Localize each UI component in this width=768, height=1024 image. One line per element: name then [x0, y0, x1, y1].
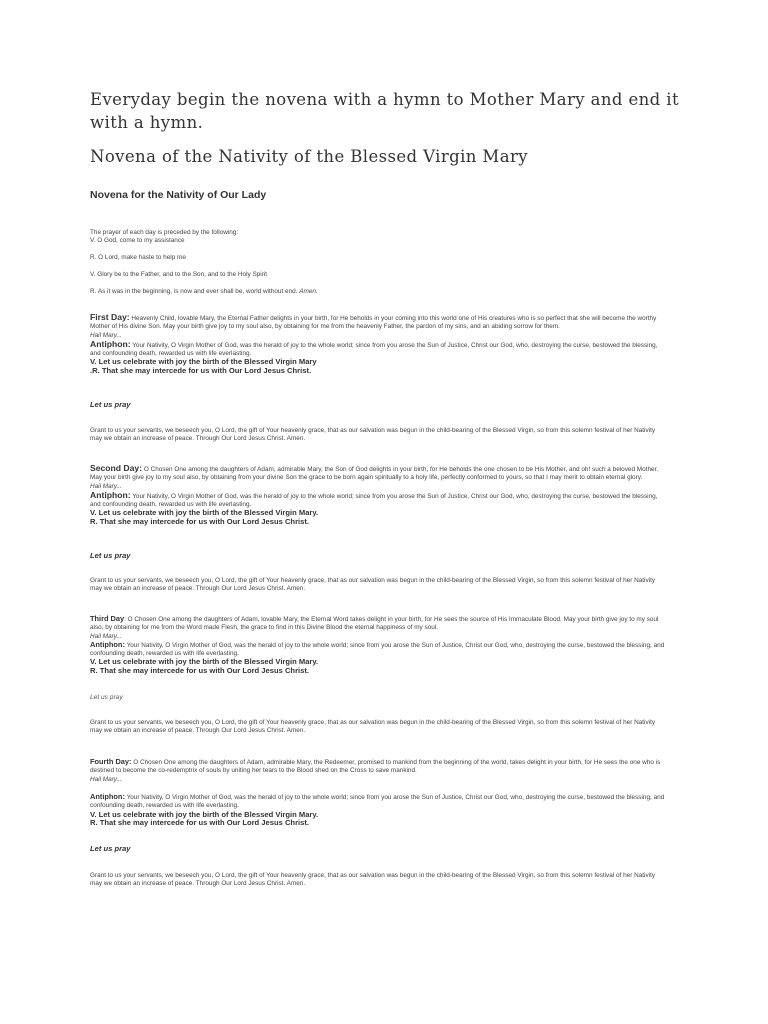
intro-amen: Amen.: [299, 288, 318, 295]
antiphon-colon: :: [122, 792, 125, 801]
antiphon-label: Antiphon: [90, 792, 123, 801]
day-2-text: O Chosen One among the daughters of Adam, admirable Mary, the Son of God delights in your birth, for He beholds the one chosen to be His Mother, and oh! such a beloved Mother. May your birth give joy to my soul also, by obtaining from your divine Son the grace to be born again spiritually to a holy life, perfectly conformed to yours, so that I may merit to obtain eternal glory.: [90, 466, 659, 482]
day-4-antiphon-block: [90, 793, 665, 828]
antiphon-text: Your Nativity, O Virgin Mother of God, was the herald of joy to the whole world; since from you arose the Sun of Justice, Christ our God, who, destroying the curse, bestowed the blessing, and confounding death, rewarded us with life everlasting.: [90, 794, 665, 810]
versicle: V. Let us celebrate with joy the birth of the Blessed Virgin Mary.: [90, 809, 319, 819]
response: R. That she may intercede for us with Our Lord Jesus Christ.: [90, 666, 309, 676]
intro-response-1: [90, 254, 665, 262]
antiphon-text: Your Nativity, O Virgin Mother of God, was the herald of joy to the whole world; since from you arose the Sun of Justice, Christ our God, who, destroying the curse, bestowed the blessing, and confounding death, rewarded us with life everlasting.: [90, 341, 658, 358]
novena-title: Novena of the Nativity of the Blessed Virgin Mary: [90, 147, 528, 166]
let-us-pray: Let us pray: [90, 551, 131, 560]
grant-prayer: [90, 719, 665, 736]
versicle: V. Let us celebrate with joy the birth of the Blessed Virgin Mary.: [90, 508, 319, 518]
hail-mary: Hail Mary...: [90, 482, 122, 490]
antiphon-label: Antiphon: [90, 639, 123, 649]
response: .R. That she may intercede for us with Our Lord Jesus Christ.: [90, 366, 312, 376]
hail-mary: Hail Mary...: [90, 331, 122, 339]
intro-versicle-2-text: V. Glory be to the Father, and to the Son, and to the Holy Spirit: [90, 271, 268, 278]
response: R. That she may intercede for us with Our Lord Jesus Christ.: [90, 517, 309, 527]
intro-versicle-2: [90, 271, 665, 279]
grant-prayer: [90, 427, 665, 444]
intro-response-2-text: R. As it was in the beginning, is now and ever shall be, world without end.: [90, 288, 298, 295]
versicle: V. Let us celebrate with joy the birth of the Blessed Virgin Mary: [90, 357, 317, 367]
antiphon-text: Your Nativity, O Virgin Mother of God, was the herald of joy to the whole world; since from you arose the Sun of Justice, Christ our God, who, destroying the curse, bestowed the blessing, and confounding death, rewarded us with life everlasting.: [90, 492, 658, 509]
intro-response-1-text: R. O Lord, make haste to help me: [90, 254, 186, 261]
day-3-block: [90, 615, 665, 676]
section-subtitle: Novena for the Nativity of Our Lady: [90, 189, 267, 201]
let-us-pray: Let us pray: [90, 694, 123, 701]
day-3-text: : O Chosen One among the daughters of Adam, lovable Mary, the Eternal Word takes delight in your birth, for He sees the source of His Immaculate Blood. May your birth give joy to my soul also, by obtaining for me from the Word made Flesh, the grace to find in this Divine Blood the eternal happiness of my soul.: [90, 616, 659, 632]
intro-response-2: [90, 288, 665, 296]
let-us-pray: Let us pray: [90, 400, 131, 409]
grant-prayer-text: Grant to us your servants, we beseech you, O Lord, the gift of Your heavenly grace, that as our salvation was begun in the child-bearing of the Blessed Virgin, so from this solemn festival of her Nativity may we obtain an increase of peace. Through Our Lord Jesus Christ. Amen.: [90, 577, 656, 593]
antiphon-label: Antiphon: [90, 338, 128, 349]
antiphon-colon: :: [127, 489, 131, 500]
day-1-text: Heavenly Child, lovable Mary, the Eternal Father delights in your birth, for He beholds in your coming into this world one of His creatures who is so perfect that she will become the worthy Mother of His divine Son. May your birth give joy to my soul also, by obtaining for me from the heavenly Father, the pardon of my sins, and an abiding sorrow for them.: [90, 315, 657, 331]
day-1-label: First Day:: [90, 312, 130, 322]
day-4-text: O Chosen One among the daughters of Adam, admirable Mary, the Redeemer, promised to mankind from the beginning of the world, takes delight in your birth, for He sees the one who is destined to become the co-redemptrix of souls by uniting her tears to the Blood shed on the Cross to save mankind.: [90, 759, 661, 775]
hail-mary: Hail Mary...: [90, 632, 122, 640]
intro-preceded: The prayer of each day is preceded by the following:: [90, 229, 239, 236]
antiphon-colon: :: [122, 639, 125, 649]
hail-mary: Hail Mary...: [90, 775, 122, 783]
page-title: Everyday begin the novena with a hymn to Mother Mary and end it with a hymn.: [90, 90, 679, 132]
grant-prayer-text: Grant to us your servants, we beseech you, O Lord, the gift of Your heavenly grace, that as our salvation was begun in the child-bearing of the Blessed Virgin, so from this solemn festival of her Nativity may we obtain an increase of peace. Through Our Lord Jesus Christ. Amen.: [90, 427, 656, 443]
grant-prayer: [90, 577, 665, 594]
day-4-block: [90, 758, 665, 784]
intro-versicle-1: V. O God, come to my assistance: [90, 237, 185, 245]
antiphon-label: Antiphon: [90, 489, 128, 500]
grant-prayer-text: Grant to us your servants, we beseech you, O Lord, the gift of Your heavenly grace, that as our salvation was begun in the child-bearing of the Blessed Virgin, so from this solemn festival of her Nativity may we obtain an increase of peace. Through Our Lord Jesus Christ. Amen.: [90, 872, 656, 888]
day-3-label: Third Day: [90, 614, 125, 623]
day-2-label: Second Day:: [90, 463, 143, 473]
antiphon-text: Your Nativity, O Virgin Mother of God, was the herald of joy to the whole world; since from you arose the Sun of Justice, Christ our God, who, destroying the curse, bestowed the blessing, and confounding death, rewarded us with life everlasting.: [90, 641, 665, 658]
day-4-label: Fourth Day:: [90, 757, 132, 766]
day-2-block: [90, 464, 665, 527]
day-1-block: [90, 313, 665, 376]
let-us-pray: Let us pray: [90, 844, 131, 853]
grant-prayer-text: Grant to us your servants, we beseech you, O Lord, the gift of Your heavenly grace, that as our salvation was begun in the child-bearing of the Blessed Virgin, so from this solemn festival of her Nativity may we obtain an increase of peace. Through Our Lord Jesus Christ. Amen.: [90, 719, 656, 735]
response: R. That she may intercede for us with Our Lord Jesus Christ.: [90, 818, 309, 828]
intro-block: [90, 229, 665, 246]
antiphon-colon: :: [127, 338, 131, 349]
versicle: V. Let us celebrate with joy the birth of the Blessed Virgin Mary.: [90, 657, 319, 667]
grant-prayer: [90, 872, 665, 889]
